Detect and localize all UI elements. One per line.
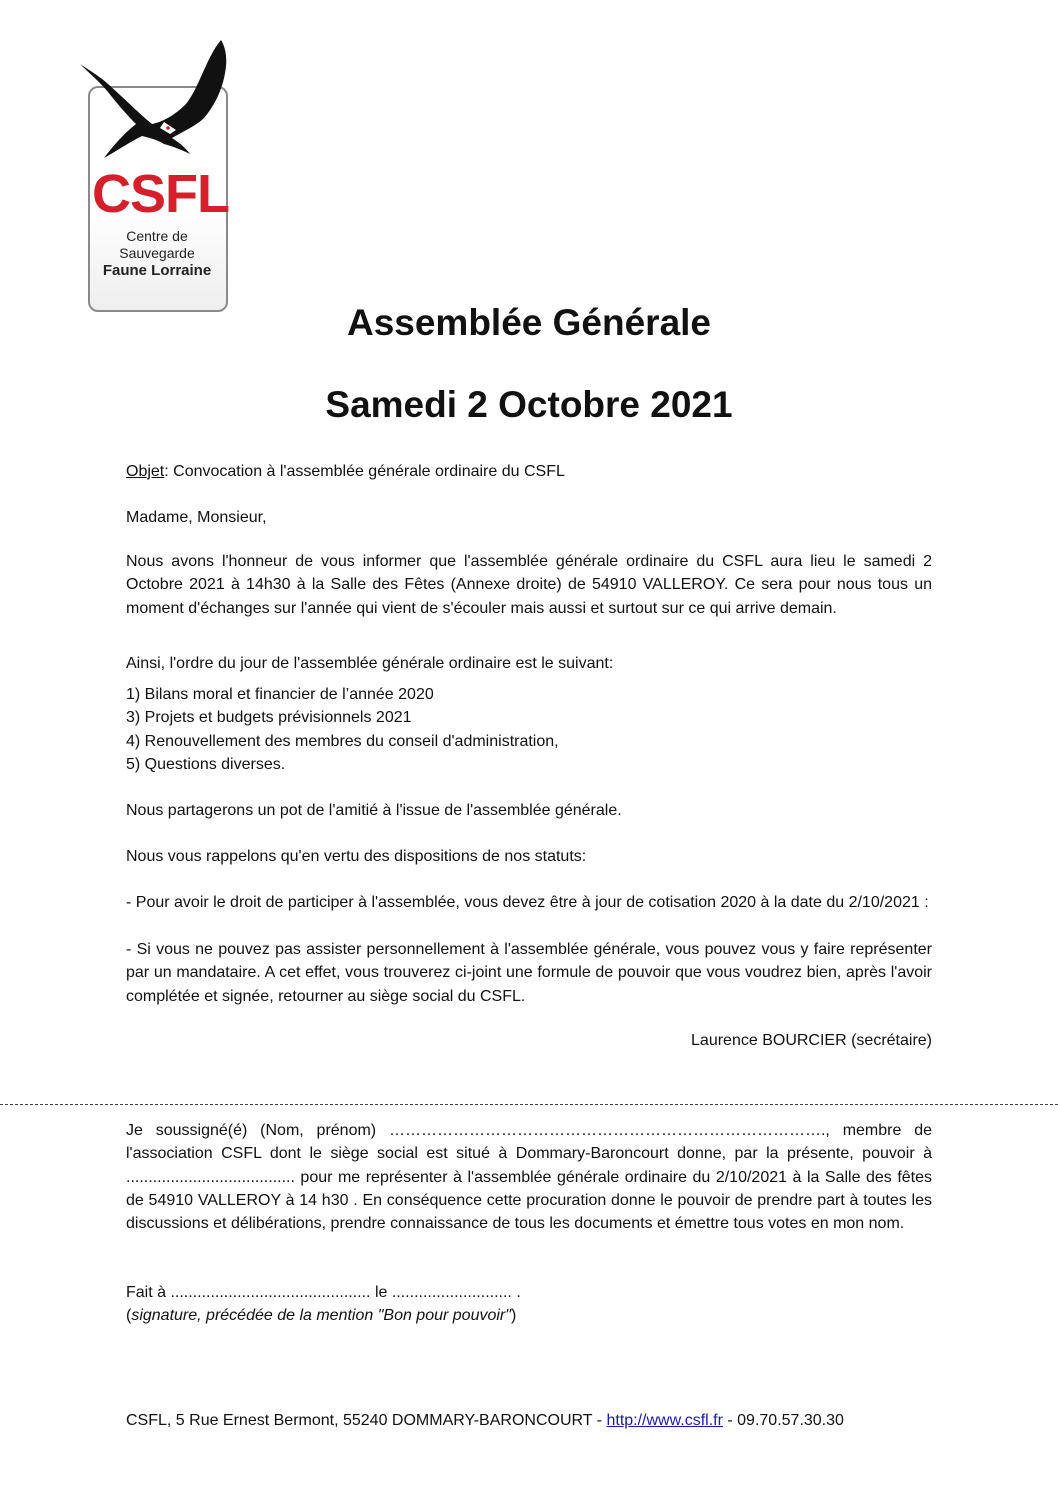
document-date: Samedi 2 Octobre 2021	[325, 384, 733, 425]
footer	[126, 1412, 844, 1430]
footer-phone: - 09.70.57.30.30	[722, 1412, 844, 1429]
proxy-form-text: Je soussigné(é) (Nom, prénom) ………………………………………………………………………., membre de l'association CSFL dont le siège social est situé à Dommary-Baroncourt donne, par la présente, pouvoir à ...................................... pour me représenter à l'assemblée générale ordinaire du 2/10/2021 à la Salle des fêtes de 54910 VALLEROY à 14 h30 . En conséquence cette procuration donne le pouvoir de prendre part à toutes les discussions et délibérations, prendre connaissance de tous les documents et émettre tous votes en mon nom.	[126, 1122, 932, 1233]
footer-address: CSFL, 5 Rue Ernest Bermont, 55240 DOMMARY-BARONCOURT -	[126, 1412, 607, 1429]
signature-mention-text: signature, précédée de la mention "Bon pour pouvoir"	[131, 1307, 511, 1324]
agenda-intro: Ainsi, l'ordre du jour de l'assemblée générale ordinaire est le suivant:	[126, 655, 614, 672]
agenda-item: 1) Bilans moral et financier de l’année 2020	[126, 686, 434, 703]
signature: Laurence BOURCIER (secrétaire)	[691, 1032, 932, 1049]
rule-proxy: - Si vous ne pouvez pas assister personnellement à l'assemblée générale, vous pouvez vous y faire représenter par un mandataire. A cet effet, vous trouverez ci-joint une formule de pouvoir que vous voudrez bien, après l'avoir complétée et signée, retourner au siège social du CSFL.	[126, 941, 932, 1005]
signature-mention	[126, 1304, 932, 1327]
csfl-logo	[78, 38, 229, 279]
agenda-item: 3) Projets et budgets prévisionnels 2021	[126, 709, 412, 727]
paragraph-intro: Nous avons l'honneur de vous informer que l'assemblée générale ordinaire du CSFL aura lieu le samedi 2 Octobre 2021 à 14h30 à la Salle des Fêtes (Annexe droite) de 54910 VALLEROY. Ce sera pour nous tous un moment d'échanges sur l'année qui vient de s'écouler mais aussi et surtout sur ce qui arrive demain.	[126, 553, 932, 617]
subject-text: : Convocation à l'assemblée générale ordinaire du CSFL	[164, 463, 565, 480]
logo-letters: CSFL	[92, 164, 229, 224]
agenda-item: 5) Questions diverses.	[126, 755, 286, 773]
salutation: Madame, Monsieur,	[126, 509, 267, 526]
pot-text: Nous partagerons un pot de l'amitié à l'issue de l'assemblée générale.	[126, 802, 622, 819]
logo-subtitle	[92, 228, 222, 279]
cut-line-divider	[0, 1104, 1058, 1105]
signature-mention-close: )	[510, 1307, 517, 1324]
subject-line	[126, 460, 932, 483]
document-title: Assemblée Générale	[346, 302, 712, 343]
bird-icon	[78, 38, 228, 178]
rule-participation: - Pour avoir le droit de participer à l'assemblée, vous devez être à jour de cotisation 2020 à la date du 2/10/2021 :	[126, 894, 929, 911]
statutes-intro: Nous vous rappelons qu'en vertu des dispositions de nos statuts:	[126, 848, 587, 865]
signature-mention-open: (	[126, 1307, 132, 1324]
footer-website-link[interactable]: http://www.csfl.fr	[606, 1412, 723, 1429]
agenda-list	[126, 683, 932, 776]
subject-label: Objet	[126, 463, 165, 480]
logo-subtitle-line1: Centre de Sauvegarde	[119, 228, 195, 261]
fait-line: Fait à ............................................. le ........................... .	[126, 1284, 521, 1301]
agenda-item: 4) Renouvellement des membres du conseil d'administration,	[126, 732, 559, 750]
logo-subtitle-line2: Faune Lorraine	[102, 262, 212, 279]
